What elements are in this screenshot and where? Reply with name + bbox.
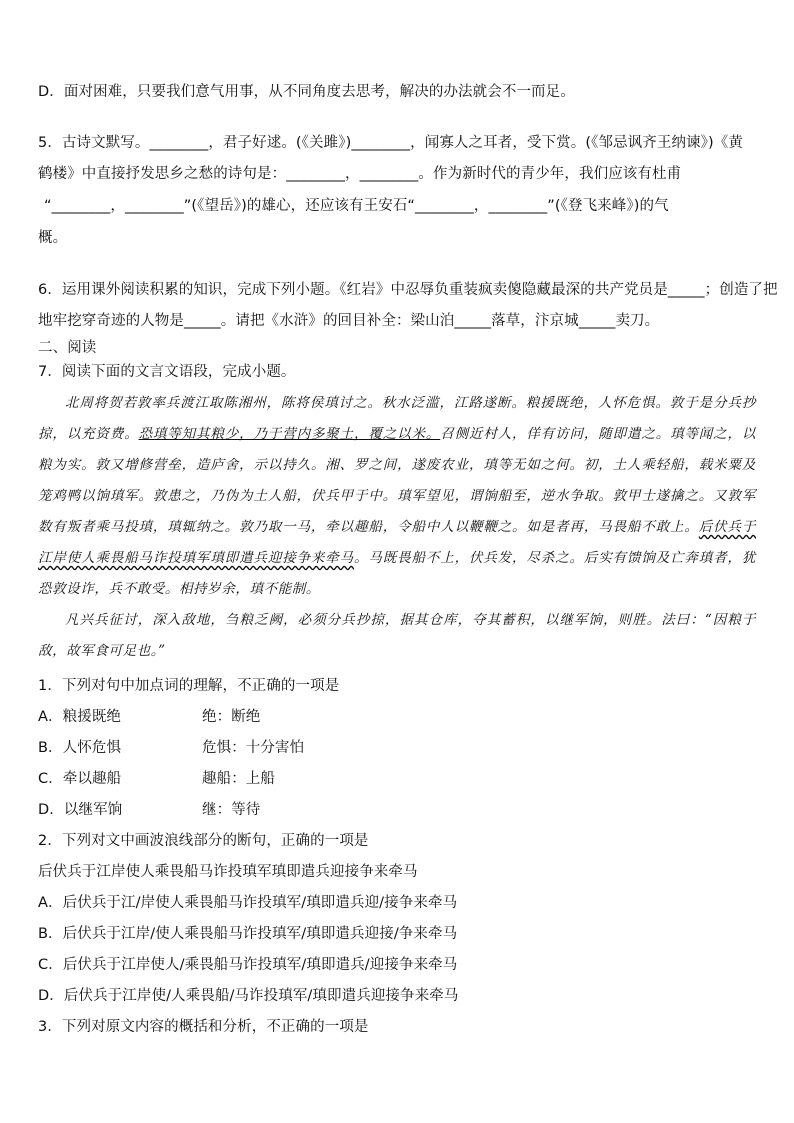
- sub2-option-d: D．后伏兵于江岸使/人乘畏船/马诈投瑱军/瑱即遣兵迎接争来牵马: [38, 988, 459, 1004]
- passage-text-b: 召侧近村人，佯有访问，随即遣之。瑱等闻之，以粮为实。敦又增修营垒，造庐舍，示以持久。湘、罗之间，遂废农业，瑱等无如之何。初，土人乘轻船，载米粟及笼鸡鸭以饷瑱军。敦患之，乃伪为土人船，伏兵甲于中。瑱军望见，谓饷船至，逆水争取。敦甲士遂擒之。又敦军数有叛者乘马投瑱，瑱辄纳之。敦乃取一马，牵以趣船，令船中人以鞭鞭之。如是者再，马畏船不敢上。: [38, 426, 756, 535]
- sub1-option-d: D．以继军饷 继：等待: [38, 802, 261, 818]
- passage-text-c: 。马既畏船不上，伏兵发，尽杀之。后实有馈饷及亡奔瑱者，犹恐敦设诈，兵不敢受。相持岁余，瑱不能制。: [38, 550, 756, 597]
- sub2-option-c: C．后伏兵于江岸使人/乘畏船马诈投瑱军/瑱即遣兵/迎接争来牵马: [38, 957, 458, 973]
- sub1-option-a: A．粮援既绝 绝：断绝: [38, 709, 261, 725]
- q7-stem: 7．阅读下面的文言文语段，完成小题。: [38, 364, 296, 380]
- sub2-option-a: A．后伏兵于江/岸使人乘畏船马诈投瑱军/瑱即遣兵迎/接争来牵马: [38, 895, 458, 911]
- sub3-stem: 3．下列对原文内容的概括和分析，不正确的一项是: [38, 1019, 369, 1035]
- q5-line-3: “________，________”(《望岳》)的雄心，还应该有王安石“________，________”(《登飞来峰》)的气: [44, 198, 669, 214]
- sub2-option-b: B．后伏兵于江岸/使人乘畏船马诈投瑱军/瑱即遣兵迎接/争来牵马: [38, 926, 458, 942]
- classical-passage: [38, 388, 756, 667]
- passage-underlined-sentence: 恐瑱等知其粮少，乃于营内多聚土，覆之以米。: [138, 426, 441, 442]
- passage-text-a: 北周将贺若敦率兵渡江取陈湘州，陈将侯瑱讨之。秋水泛滥，江路遂断。粮援既绝，人怀危惧。敦于是分兵抄掠，以充资费。: [38, 395, 756, 442]
- passage-wavy-sentence: 后伏兵于江岸使人乘畏船马诈投瑱军瑱即遣兵迎接争来牵马: [38, 519, 756, 566]
- q5-line-2: 鹤楼》中直接抒发思乡之愁的诗句是：________，________。作为新时代的青少年，我们应该有杜甫: [38, 166, 682, 182]
- sub2-stem: 2．下列对文中画波浪线部分的断句，正确的一项是: [38, 833, 369, 849]
- sub2-quote: 后伏兵于江岸使人乘畏船马诈投瑱军瑱即遣兵迎接争来牵马: [38, 864, 418, 880]
- sub1-option-b: B．人怀危惧 危惧：十分害怕: [38, 740, 305, 756]
- passage-paragraph-2: 凡兴兵征讨，深入敌地，刍粮乏阙，必须分兵抄掠，据其仓库，夺其蓄积，以继军饷，则胜。法曰：“因粮于敌，故军食可足也。”: [38, 612, 756, 659]
- q5-line-1: 5．古诗文默写。________，君子好逑。(《关雎》)________，闻寡人之耳者，受下赏。(《邹忌讽齐王纳谏》)《黄: [38, 135, 743, 151]
- q6-line-1: 6．运用课外阅读积累的知识，完成下列小题。《红岩》中忍辱负重装疯卖傻隐藏最深的共产党员是_____；创造了把: [38, 282, 778, 298]
- passage-paragraph-1: [38, 388, 756, 605]
- section-heading-reading: 二、阅读: [38, 340, 97, 356]
- q4-option-d: D．面对困难，只要我们意气用事，从不同角度去思考，解决的办法就会不一而足。: [38, 84, 575, 100]
- q5-line-4: 概。: [38, 230, 68, 246]
- sub1-option-c: C．牵以趣船 趣船：上船: [38, 771, 275, 787]
- q6-line-2: 地牢挖穿奇迹的人物是_____。请把《水浒》的回目补全：梁山泊_____落草，汴京城_____卖刀。: [38, 313, 660, 329]
- sub1-stem: 1．下列对句中加点词的理解，不正确的一项是: [38, 678, 340, 694]
